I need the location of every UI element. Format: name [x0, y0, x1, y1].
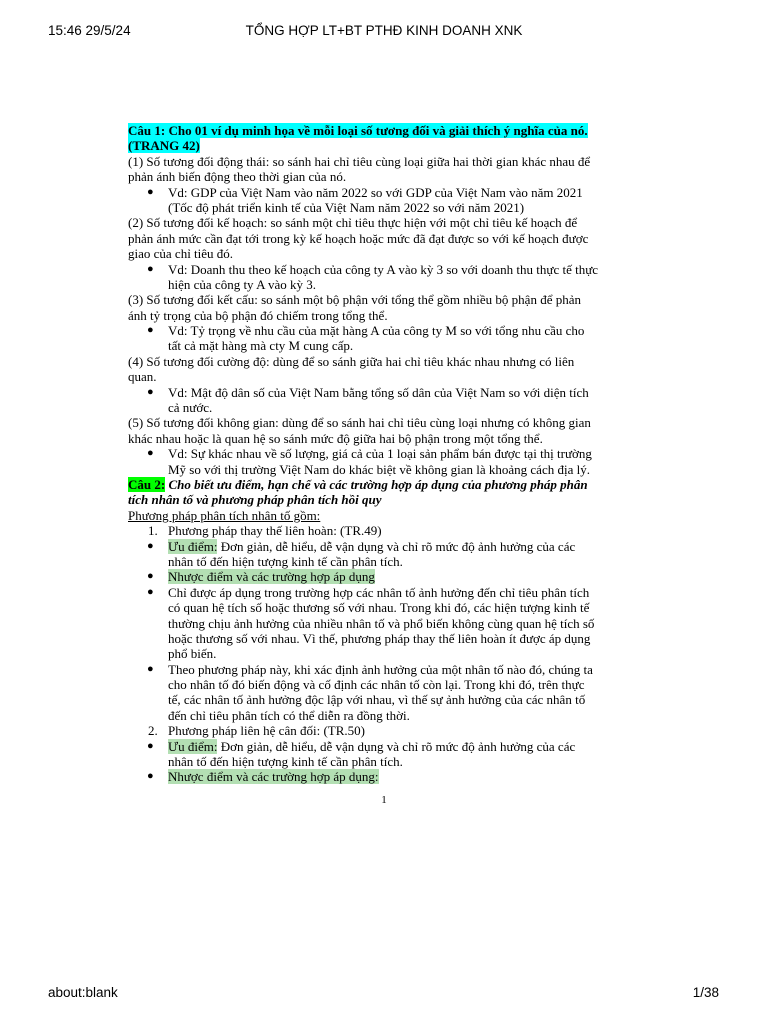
bullet-icon: ● [147, 185, 154, 198]
list-item-text: Chỉ được áp dụng trong trường hợp các nhân tố ảnh hưởng đến chỉ tiêu phân tích [168, 584, 590, 600]
bullet-icon: ● [147, 770, 154, 783]
list-item-continuation: nhân tố đến hiện tượng kinh tế cần phân tích. [168, 754, 403, 770]
advantage-label: Ưu điểm: [168, 538, 218, 554]
list-item-continuation: hiện của công ty A vào kỳ 3. [168, 276, 317, 292]
paragraph-line: giao của chỉ tiêu đó. [128, 246, 234, 262]
paragraph-line: phản ánh mức cần đạt tới trong kỳ kế hoạch hoặc mức đã đạt được so với kế hoạch được [128, 230, 589, 246]
document-title: TỔNG HỢP LT+BT PTHĐ KINH DOANH XNK [245, 23, 523, 38]
page-counter: 1/38 [692, 985, 719, 1000]
list-item-continuation: Mỹ so với thị trường Việt Nam do khác biệt về không gian là khoảng cách địa lý. [168, 461, 590, 477]
list-item-text: Vd: Doanh thu theo kế hoạch của công ty A vào kỳ 3 so với doanh thu thực tế thực [168, 261, 599, 277]
question-1-title [128, 123, 644, 138]
list-number: 2. [148, 723, 158, 739]
list-item [128, 769, 644, 784]
list-item [128, 262, 644, 277]
list-item-continuation: có quan hệ tích số hoặc thương số với nhau. Trong khi đó, các hiện tượng kinh tế [168, 600, 590, 616]
bullet-icon: ● [147, 262, 154, 275]
list-item-continuation: tế, các nhân tố ảnh hưởng độc lập với nhau, vì thế sự ảnh hưởng của các nhân tố [168, 692, 586, 708]
paragraph-line: (4) Số tương đối cường độ: dùng để so sánh giữa hai chỉ tiêu khác nhau nhưng có liên [128, 353, 575, 369]
paragraph-line: (2) Số tương đối kế hoạch: so sánh một chỉ tiêu thực hiện với một chỉ tiêu kế hoạch để [128, 215, 578, 231]
list-item-continuation: cả nước. [168, 400, 213, 416]
list-item-continuation: tất cả mặt hàng mà cty M cung cấp. [168, 338, 354, 354]
question-1-title-line: Câu 1: Cho 01 ví dụ minh họa về mỗi loại số tương đối và giải thích ý nghĩa của nó. [128, 123, 588, 138]
bullet-icon: ● [147, 739, 154, 752]
document-body [128, 123, 644, 785]
list-item-text: Vd: Sự khác nhau về số lượng, giá cả của 1 loại sản phẩm bán được tại thị trường [168, 446, 592, 462]
list-item-continuation: hoặc thương số với nhau. Vì thế, phương pháp thay thế liên hoàn ít được áp dụng [168, 630, 591, 646]
methods-intro-text: Phương pháp phân tích nhân tố gồm: [128, 507, 321, 523]
question-1-title-page [128, 138, 644, 153]
paragraph-line: ánh tỷ trọng của bộ phận đó chiếm trong tổng thể. [128, 307, 388, 323]
disadvantage-label: Nhược điểm và các trường hợp áp dụng [168, 569, 375, 585]
list-item-continuation: thường chịu ảnh hưởng của nhiều nhân tố và phổ biến không cùng quan hệ tích số [168, 615, 595, 631]
print-datetime: 15:46 29/5/24 [48, 23, 131, 38]
method-title-text: Phương pháp liên hệ cân đối: (TR.50) [168, 723, 365, 739]
bullet-icon: ● [147, 385, 154, 398]
list-item-continuation: cho nhân tố đó biến động và cố định các nhân tố còn lại. Trong khi đó, trên thực [168, 677, 585, 693]
list-item [128, 739, 644, 754]
advantage-text: Đơn giản, dễ hiểu, dễ vận dụng và chỉ rõ mức độ ảnh hưởng của các [217, 538, 576, 554]
list-number: 1. [148, 523, 158, 539]
paragraph-line: (1) Số tương đối động thái: so sánh hai chỉ tiêu cùng loại giữa hai thời gian khác nhau để [128, 153, 591, 169]
bullet-icon: ● [147, 662, 154, 675]
methods-intro [128, 508, 644, 523]
method-title-text: Phương pháp thay thế liên hoàn: (TR.49) [168, 523, 382, 539]
question-2-label: Câu 2: [128, 476, 166, 492]
print-url: about:blank [48, 985, 118, 1000]
list-item [128, 185, 644, 200]
paragraph-line: khác nhau hoặc là quan hệ so sánh mức độ giữa hai bộ phận trong một tổng thể. [128, 430, 543, 446]
paragraph-line: (5) Số tương đối không gian: dùng để so sánh hai chỉ tiêu cùng loại nhưng có không gian [128, 415, 591, 431]
advantage-text: Đơn giản, dễ hiểu, dễ vận dụng và chỉ rõ mức độ ảnh hưởng của các [217, 738, 576, 754]
method-1-title [128, 523, 644, 538]
advantage-label: Ưu điểm: [168, 738, 218, 754]
paragraph-line: quan. [128, 369, 157, 385]
list-item-continuation: nhân tố đến hiện tượng kinh tế cần phân tích. [168, 553, 403, 569]
list-item-text: Vd: GDP của Việt Nam vào năm 2022 so với GDP của Việt Nam vào năm 2021 [168, 184, 583, 200]
question-2-title [128, 477, 644, 492]
paragraph-line: (3) Số tương đối kết cấu: so sánh một bộ phận với tổng thể gồm nhiều bộ phận để phản [128, 292, 581, 308]
list-item [128, 569, 644, 584]
list-item [128, 446, 644, 461]
page-number: 1 [381, 794, 387, 806]
bullet-icon: ● [147, 570, 154, 583]
list-item [128, 385, 644, 400]
list-item-text: Vd: Mật độ dân số của Việt Nam bằng tổng số dân của Việt Nam so với diện tích [168, 384, 589, 400]
question-1-title-line: (TRANG 42) [128, 138, 200, 154]
print-header [0, 23, 768, 43]
bullet-icon: ● [147, 324, 154, 337]
bullet-icon: ● [147, 447, 154, 460]
list-item-continuation: đến chỉ tiêu phân tích có thể diễn ra đồng thời. [168, 707, 410, 723]
list-item-text: Theo phương pháp này, khi xác định ảnh hưởng của một nhân tố nào đó, chúng ta [168, 661, 593, 677]
list-item [128, 585, 644, 600]
question-2-title-text: Cho biết ưu điểm, hạn chế và các trường hợp áp dụng của phương pháp phân [168, 476, 588, 492]
method-2-title [128, 723, 644, 738]
list-item-continuation: phổ biến. [168, 646, 217, 662]
bullet-icon: ● [147, 585, 154, 598]
paragraph-line: phản ánh biến động theo thời gian của nó. [128, 169, 347, 185]
list-item-continuation: (Tốc độ phát triển kinh tế của Việt Nam năm 2022 so với năm 2021) [168, 199, 525, 215]
bullet-icon: ● [147, 539, 154, 552]
disadvantage-label: Nhược điểm và các trường hợp áp dụng: [168, 769, 379, 785]
list-item-text: Vd: Tỷ trọng về nhu cầu của mặt hàng A của công ty M so với tổng nhu cầu cho [168, 323, 585, 339]
list-item [128, 539, 644, 554]
list-item [128, 323, 644, 338]
list-item [128, 662, 644, 677]
question-2-title-line: tích nhân tố và phương pháp phân tích hồi quy [128, 492, 382, 508]
print-footer [0, 985, 768, 1005]
